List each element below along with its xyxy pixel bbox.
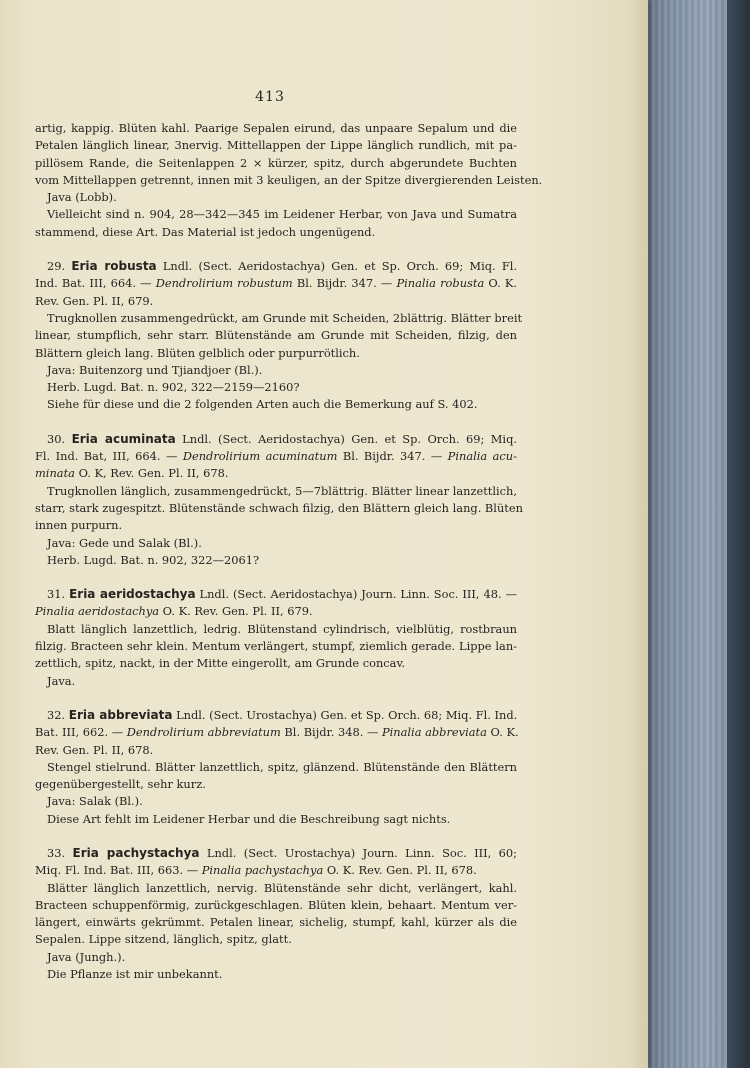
- description-line: Sepalen. Lippe sitzend, länglich, spitz, glatt.: [35, 932, 292, 947]
- species-heading: [35, 707, 517, 724]
- description-line: Java: Buitenzorg und Tjiandjoer (Bl.).: [47, 362, 263, 377]
- species-citation-line: minata O. K, Rev. Gen. Pl. II, 678.: [35, 466, 229, 481]
- description-line: Blätter länglich lanzettlich, nervig. Blütenstände sehr dicht, verlängert, kahl.: [47, 880, 517, 895]
- paragraph-gap: [35, 690, 517, 707]
- description-line: Java (Jungh.).: [47, 949, 126, 964]
- species-citation-line: Pinalia aeridostachya O. K. Rev. Gen. Pl. II, 679.: [35, 604, 313, 619]
- intro-line: pillösem Rande, die Seitenlappen 2 × kürzer, spitz, durch abgerundete Buchten: [35, 155, 517, 170]
- intro-line: artig, kappig. Blüten kahl. Paarige Sepalen eirund, das unpaare Sepalum und die: [35, 121, 517, 135]
- description-line: Java: Gede und Salak (Bl.).: [47, 535, 202, 550]
- description-line: längert, einwärts gekrümmt. Petalen linear, sichelig, stumpf, kahl, kürzer als die: [35, 915, 517, 930]
- species-citation: Lndl. (Sect. Aeridostachya) Gen. et Sp. Orch. 69; Miq.: [175, 431, 517, 446]
- species-heading: [35, 586, 517, 603]
- description-line: gegenübergestellt, sehr kurz.: [35, 777, 206, 792]
- intro-line: stammend, diese Art. Das Material ist jedoch ungenügend.: [35, 224, 376, 239]
- species-citation-line: Rev. Gen. Pl. II, 679.: [35, 293, 154, 308]
- species-name: Eria abbreviata: [68, 707, 173, 722]
- description-line: Die Pflanze ist mir unbekannt.: [47, 967, 223, 982]
- paragraph-gap: [35, 241, 517, 258]
- book-spine-shadow: [727, 0, 750, 1068]
- species-citation-line: Bat. III, 662. — Dendrolirium abbreviatum Bl. Bijdr. 348. — Pinalia abbreviata O. K.: [35, 725, 519, 740]
- description-line: starr, stark zugespitzt. Blütenstände schwach filzig, den Blättern gleich lang. Blüten: [35, 500, 523, 515]
- species-number: 33.: [47, 845, 73, 860]
- description-line: Java: Salak (Bl.).: [47, 794, 143, 809]
- species-heading: [35, 845, 517, 862]
- intro-line: Java (Lobb).: [47, 190, 117, 205]
- species-citation: Lndl. (Sect. Urostachya) Journ. Linn. Soc. III, 60;: [199, 845, 517, 860]
- species-number: 32.: [47, 707, 69, 722]
- species-number: 31.: [47, 587, 70, 602]
- description-line: zettlich, spitz, nackt, in der Mitte eingerollt, am Grunde concav.: [35, 656, 406, 671]
- species-citation: Lndl. (Sect. Urostachya) Gen. et Sp. Orch. 68; Miq. Fl. Ind.: [172, 707, 518, 722]
- description-line: Herb. Lugd. Bat. n. 902, 322—2061?: [47, 552, 260, 567]
- description-line: Java.: [47, 673, 76, 688]
- description-line: Stengel stielrund. Blätter lanzettlich, spitz, glänzend. Blütenstände den Blättern: [47, 759, 517, 774]
- description-line: Trugknollen zusammengedrückt, am Grunde mit Scheiden, 2blättrig. Blätter breit: [47, 310, 523, 325]
- intro-line: Vielleicht sind n. 904, 28—342—345 im Leidener Herbar, von Java und Sumatra: [47, 207, 517, 222]
- species-citation-line: Miq. Fl. Ind. Bat. III, 663. — Pinalia pachystachya O. K. Rev. Gen. Pl. II, 678.: [35, 863, 477, 878]
- description-line: Blättern gleich lang. Blüten gelblich oder purpurrötlich.: [35, 345, 360, 360]
- paragraph-gap: [35, 414, 517, 431]
- intro-line: vom Mittellappen getrennt, innen mit 3 keuligen, an der Spitze divergierenden Leisten.: [35, 172, 543, 187]
- description-line: innen purpurn.: [35, 518, 123, 533]
- species-citation-line: Fl. Ind. Bat, III, 664. — Dendrolirium acuminatum Bl. Bijdr. 347. — Pinalia acu-: [35, 449, 517, 464]
- page-number: 413: [255, 89, 285, 105]
- description-line: filzig. Bracteen sehr klein. Mentum verlängert, stumpf, ziemlich gerade. Lippe lan-: [35, 639, 517, 654]
- description-line: Blatt länglich lanzettlich, ledrig. Blütenstand cylindrisch, vielblütig, rostbraun: [47, 621, 517, 636]
- species-number: 30.: [47, 431, 72, 446]
- description-line: Siehe für diese und die 2 folgenden Arten auch die Bemerkung auf S. 402.: [47, 397, 478, 412]
- paragraph-gap: [35, 569, 517, 586]
- description-line: Trugknollen länglich, zusammengedrückt, 5—7blättrig. Blätter linear lanzettlich,: [47, 483, 517, 498]
- description-line: Diese Art fehlt im Leidener Herbar und die Beschreibung sagt nichts.: [47, 811, 451, 826]
- intro-line: Petalen länglich linear, 3nervig. Mittellappen der Lippe länglich rundlich, mit pa-: [35, 138, 517, 153]
- species-citation: Lndl. (Sect. Aeridostachya) Gen. et Sp. Orch. 69; Miq. Fl.: [156, 259, 517, 274]
- species-heading: [35, 431, 517, 448]
- species-name: Eria robusta: [71, 259, 157, 274]
- page-text: [35, 120, 543, 983]
- species-citation-line: Ind. Bat. III, 664. — Dendrolirium robustum Bl. Bijdr. 347. — Pinalia robusta O. K.: [35, 276, 517, 291]
- species-citation: Lndl. (Sect. Aeridostachya) Journ. Linn. Soc. III, 48. —: [195, 587, 517, 602]
- description-line: linear, stumpflich, sehr starr. Blütenstände am Grunde mit Scheiden, filzig, den: [35, 328, 517, 343]
- species-number: 29.: [47, 259, 72, 274]
- species-heading: [35, 258, 517, 275]
- description-line: Herb. Lugd. Bat. n. 902, 322—2159—2160?: [47, 380, 300, 395]
- species-name: Eria aeridostachya: [69, 587, 196, 602]
- species-citation-line: Rev. Gen. Pl. II, 678.: [35, 742, 154, 757]
- paragraph-gap: [35, 828, 517, 845]
- description-line: Bracteen schuppenförmig, zurückgeschlagen. Blüten klein, behaart. Mentum ver-: [35, 897, 517, 912]
- species-name: Eria acuminata: [71, 431, 176, 446]
- species-name: Eria pachystachya: [72, 845, 200, 860]
